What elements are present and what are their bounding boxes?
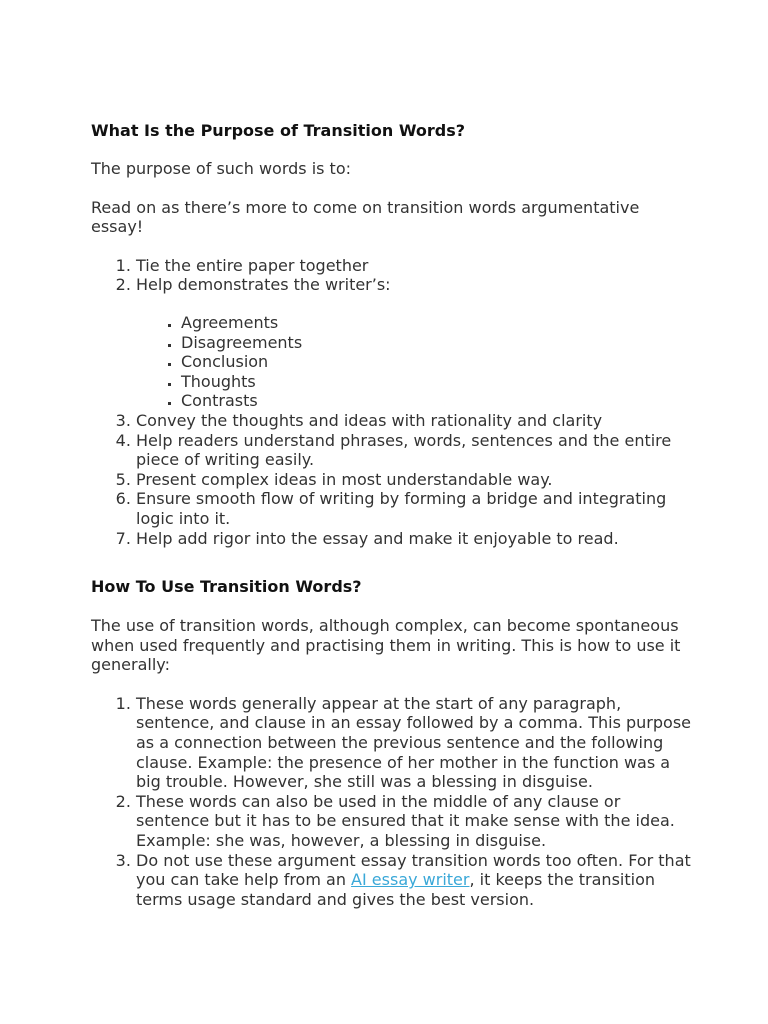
how-to-use-intro: The use of transition words, although complex, can become spontaneous when used frequently and practising them in writing. This is how to use it generally:	[91, 616, 681, 675]
list-item: 5. Present complex ideas in most understandable way.	[136, 470, 691, 490]
ai-essay-writer-link[interactable]: AI essay writer	[351, 870, 470, 890]
writer-aspects-sublist	[136, 313, 691, 411]
sublist-item: ▪ Conclusion	[181, 352, 691, 372]
how-to-use-list	[91, 694, 691, 910]
sublist-item: ▪ Agreements	[181, 313, 691, 333]
article-body	[91, 121, 691, 909]
list-item-text: , it keeps the transition terms usage standard and gives the best version.	[136, 870, 655, 909]
purpose-list	[91, 256, 691, 548]
list-item: 4. Help readers understand phrases, words, sentences and the entire piece of writing easily.	[136, 431, 691, 470]
purpose-intro: The purpose of such words is to:	[91, 159, 352, 178]
list-item: 7. Help add rigor into the essay and make it enjoyable to read.	[136, 529, 691, 549]
list-item: 1. Tie the entire paper together	[136, 256, 691, 276]
list-item	[136, 851, 691, 910]
list-item: 3. Convey the thoughts and ideas with rationality and clarity	[136, 411, 691, 431]
section-heading-purpose: What Is the Purpose of Transition Words?	[91, 121, 466, 140]
section-heading-how-to-use: How To Use Transition Words?	[91, 577, 362, 597]
list-item-text: Do not use these argument essay transition words too often. For that you can take help from an	[136, 850, 691, 890]
sublist-item: ▪ Thoughts	[181, 372, 691, 392]
list-item	[136, 275, 691, 411]
read-on-paragraph: Read on as there’s more to come on transition words argumentative essay!	[91, 197, 640, 237]
list-item: 2. These words can also be used in the middle of any clause or sentence but it has to be ensured that it make sense with the idea. Example: she was, however, a blessing in disguise.	[136, 792, 691, 851]
list-item: 6. Ensure smooth flow of writing by forming a bridge and integrating logic into it.	[136, 489, 691, 528]
list-item: 1. These words generally appear at the start of any paragraph, sentence, and clause in an essay followed by a comma. This purpose as a connection between the previous sentence and the following clause. Example: the presence of her mother in the function was a big trouble. However, she still was a blessing in disguise.	[136, 694, 691, 792]
sublist-item: ▪ Disagreements	[181, 333, 691, 353]
list-item-text: Help demonstrates the writer’s:	[136, 275, 391, 295]
sublist-item: ▪ Contrasts	[181, 391, 691, 411]
